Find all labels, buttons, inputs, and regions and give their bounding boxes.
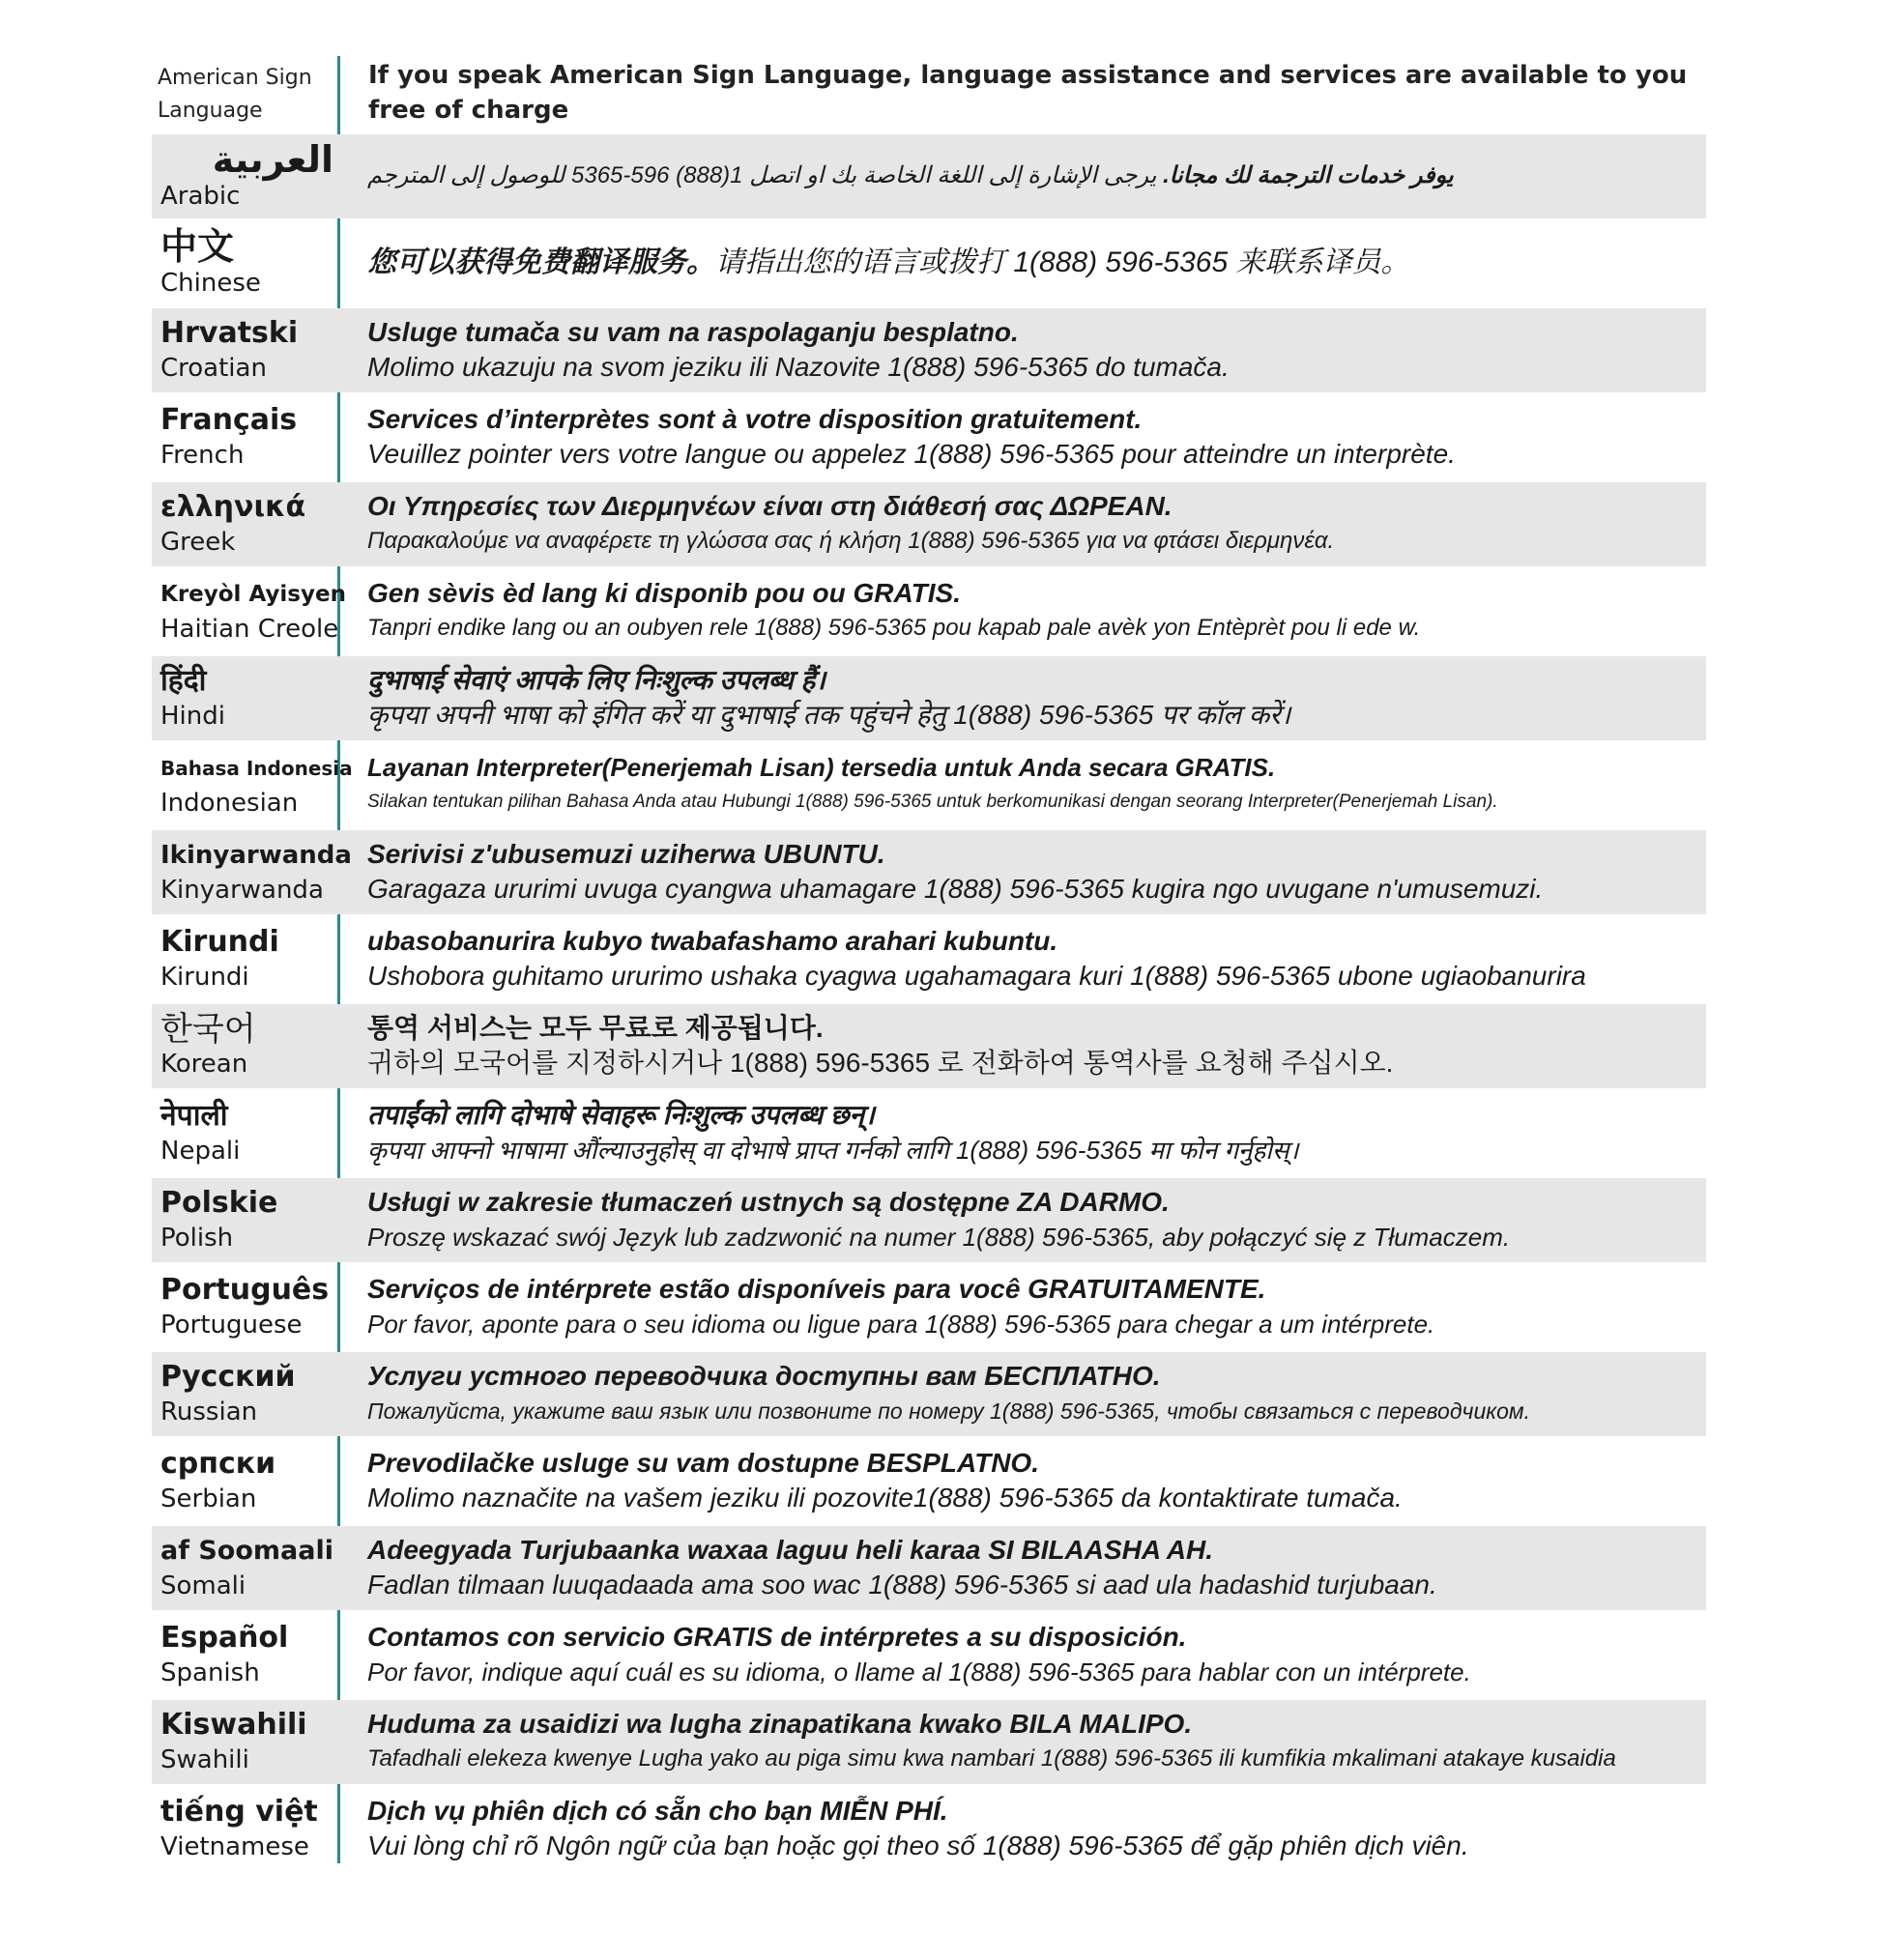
message-cell (337, 1439, 1706, 1524)
message-cell (337, 221, 1706, 306)
message-line-1: Huduma za usaidizi wa lugha zinapatikana kwako BILA MALIPO. (367, 1709, 1193, 1740)
table-row (152, 1700, 1706, 1785)
table-row (152, 1004, 1706, 1089)
table-row (152, 1352, 1706, 1437)
native-language-name: Español (160, 1621, 289, 1656)
message-line-1: يوفر خدمات الترجمة لك مجانا. (1163, 162, 1454, 189)
english-language-name: Indonesian (160, 789, 299, 819)
message-cell (337, 134, 1706, 219)
message-line-2: 귀하의 모국어를 지정하시거나 1(888) 596-5365 로 전화하여 통역사를 요청해 주십시오. (367, 1048, 1394, 1079)
message-line-2: कृपया आफ्नो भाषामा औंल्याउनुहोस् वा दोभाषे प्राप्त गर्नको लागि 1(888) 596-5365 मा फोन गर्नुहोस्। (367, 1136, 1299, 1166)
table-row (152, 221, 1706, 306)
language-cell (152, 308, 337, 393)
message-line-1: ubasobanurira kubyo twabafashamo arahari kubuntu. (367, 926, 1058, 957)
english-language-name: Swahili (160, 1745, 249, 1775)
table-row (152, 656, 1706, 741)
message-line-1: Contamos con servicio GRATIS de intérpretes a su disposición. (367, 1622, 1187, 1653)
native-language-name: नेपाली (160, 1099, 228, 1134)
language-cell (152, 395, 337, 480)
language-cell (152, 1004, 337, 1089)
language-cell (152, 221, 337, 306)
message-line-2: कृपया अपनी भाषा को इंगित करें या दुभाषाई तक पहुंचने हेतु 1(888) 596-5365 पर कॉल करें। (367, 700, 1291, 731)
message-line-1: Gen sèvis èd lang ki disponib pou ou GRATIS. (367, 578, 961, 609)
message-line-2: Proszę wskazać swój Język lub zadzwonić na numer 1(888) 596-5365, aby połączyć się z Tłumaczem. (367, 1223, 1511, 1253)
message-line-1: 통역 서비스는 모두 무료로 제공됩니다. (367, 1013, 824, 1044)
message-line-2: Vui lòng chỉ rõ Ngôn ngữ của bạn hoặc gọi theo số 1(888) 596-5365 để gặp phiên dịch viên. (367, 1830, 1469, 1861)
table-row (152, 395, 1706, 480)
message-line-1: Οι Υπηρεσίες των Διερμηνέων είναι στη διάθεσή σας ΔΩΡΕΑΝ. (367, 491, 1173, 522)
message-line-1: Serivisi z'ubusemuzi uziherwa UBUNTU. (367, 839, 885, 870)
message-line-2: Silakan tentukan pilihan Bahasa Anda atau Hubungi 1(888) 596-5365 untuk berkomunikasi dengan seorang Interpreter(Penerjemah Lisan). (367, 792, 1498, 813)
table-row (152, 569, 1706, 654)
language-cell (152, 1091, 337, 1176)
language-cell (152, 482, 337, 567)
english-language-name: Russian (160, 1398, 258, 1427)
table-row (152, 743, 1706, 828)
language-cell (152, 569, 346, 654)
message-cell (337, 569, 1706, 654)
message-line-2: Fadlan tilmaan luuqadaada ama soo wac 1(888) 596-5365 si aad ula hadashid turjubaan. (367, 1570, 1437, 1600)
header-row (152, 56, 1706, 131)
native-language-name: Bahasa Indonesia (160, 757, 353, 781)
header-language: American Sign Language (158, 66, 312, 123)
message-line-2: Παρακαλούμε να αναφέρετε τη γλώσσα σας ή κλήση 1(888) 596-5365 για να φτάσει διερμηνέα. (367, 528, 1335, 555)
message-line-2: Molimo ukazuju na svom jeziku ili Nazovite 1(888) 596-5365 do tumača. (367, 352, 1230, 383)
english-language-name: Kinyarwanda (160, 876, 324, 906)
english-language-name: Arabic (160, 182, 241, 212)
language-cell (152, 1613, 337, 1698)
english-language-name: Kirundi (160, 963, 249, 993)
table-row (152, 1439, 1706, 1524)
native-language-name: tiếng việt (160, 1795, 318, 1830)
language-cell (152, 917, 337, 1002)
message-cell (337, 1091, 1706, 1176)
native-language-name: 中文 (160, 225, 235, 269)
english-language-name: Polish (160, 1224, 234, 1254)
english-language-name: Hindi (160, 702, 225, 732)
native-language-name: Polskie (160, 1186, 278, 1221)
language-cell (152, 1787, 337, 1872)
message-cell (337, 1787, 1706, 1872)
message-line-2: Ushobora guhitamo ururimo ushaka cyagwa ugahamagara kuri 1(888) 596-5365 ubone ugiaobanurira (367, 961, 1586, 992)
message-line-2: Garagaza ururimi uvuga cyangwa uhamagare 1(888) 596-5365 kugira ngo uvugane n'umusemuzi. (367, 874, 1544, 905)
english-language-name: Vietnamese (160, 1832, 309, 1862)
message-cell (337, 830, 1706, 915)
message-line-1: Serviços de intérprete estão disponíveis para você GRATUITAMENTE. (367, 1274, 1266, 1305)
language-cell (152, 656, 337, 741)
message-line (367, 244, 1706, 282)
native-language-name: ελληνικά (160, 490, 306, 525)
message-line-2: يرجى الإشارة إلى اللغة الخاصة بك او اتصل 1(888) 596-5365 للوصول إلى المترجم (367, 162, 1157, 189)
language-cell (152, 134, 337, 219)
native-language-name: 한국어 (160, 1010, 256, 1050)
english-language-name: Chinese (160, 269, 261, 299)
english-language-name: French (160, 441, 245, 471)
native-language-name: Hrvatski (160, 316, 299, 351)
message-line-1: Services d’interprètes sont à votre disposition gratuitement. (367, 404, 1143, 435)
message-line-1: दुभाषाई सेवाएं आपके लिए निःशुल्क उपलब्ध हैं। (367, 665, 825, 696)
table-row (152, 482, 1706, 567)
english-language-name: Haitian Creole (160, 615, 339, 645)
message-cell (337, 395, 1706, 480)
native-language-name: Русский (160, 1360, 296, 1395)
message-cell (337, 1352, 1706, 1437)
message-cell (337, 1613, 1706, 1698)
header-message: If you speak American Sign Language, language assistance and services are available to you free of charge (368, 61, 1688, 125)
message-line-1: तपाईंको लागि दोभाषे सेवाहरू निःशुल्क उपलब्ध छन्। (367, 1100, 875, 1131)
message-line-1: Usługi w zakresie tłumaczeń ustnych są dostępne ZA DARMO. (367, 1187, 1170, 1218)
table-row (152, 830, 1706, 915)
english-language-name: Somali (160, 1571, 246, 1601)
native-language-name: Kiswahili (160, 1708, 307, 1743)
message-line (367, 157, 1706, 195)
english-language-name: Nepali (160, 1137, 241, 1167)
language-cell (152, 1265, 337, 1350)
native-language-name: Português (160, 1273, 330, 1308)
message-cell (337, 656, 1706, 741)
english-language-name: Croatian (160, 354, 267, 384)
message-line-2: Tanpri endike lang ou an oubyen rele 1(888) 596-5365 pou kapab pale avèk yon Entèprèt pou li ede w. (367, 615, 1421, 642)
message-cell (337, 917, 1706, 1002)
table-row (152, 1178, 1706, 1263)
message-line-2: Por favor, aponte para o seu idioma ou ligue para 1(888) 596-5365 para chegar a um intérprete. (367, 1310, 1435, 1340)
language-cell (152, 1352, 337, 1437)
table-row (152, 1787, 1706, 1872)
message-cell (337, 1700, 1706, 1785)
message-cell (337, 743, 1706, 828)
table-row (152, 1091, 1706, 1176)
message-cell (337, 1004, 1706, 1089)
language-cell (152, 1700, 337, 1785)
message-cell (337, 1178, 1706, 1263)
native-language-name: العربية (212, 138, 333, 182)
native-language-name: Kreyòl Ayisyen (160, 582, 346, 608)
table-row (152, 134, 1706, 219)
english-language-name: Korean (160, 1050, 248, 1080)
native-language-name: српски (160, 1447, 276, 1482)
table-row (152, 1265, 1706, 1350)
english-language-name: Serbian (160, 1484, 257, 1514)
message-line-2: Molimo naznačite na vašem jeziku ili pozovite1(888) 596-5365 da kontaktirate tumača. (367, 1483, 1403, 1513)
message-line-2: Por favor, indique aquí cuál es su idioma, o llame al 1(888) 596-5365 para hablar con un intérprete. (367, 1657, 1471, 1687)
language-cell (152, 1178, 337, 1263)
message-line-2: Veuillez pointer vers votre langue ou appelez 1(888) 596-5365 pour atteindre un interprète. (367, 439, 1456, 470)
table-row (152, 308, 1706, 393)
message-line-1: Adeegyada Turjubaanka waxaa laguu heli karaa SI BILAASHA AH. (367, 1535, 1214, 1566)
language-cell (152, 743, 353, 828)
message-line-2: 请指出您的语言或拨打 1(888) 596-5365 来联系译员。 (715, 246, 1410, 279)
native-language-name: Français (160, 403, 298, 438)
message-line-1: Dịch vụ phiên dịch có sẵn cho bạn MIỄN PHÍ. (367, 1796, 948, 1827)
message-line-1: Layanan Interpreter(Penerjemah Lisan) tersedia untuk Anda secara GRATIS. (367, 753, 1276, 783)
message-cell (337, 308, 1706, 393)
language-cell (152, 1526, 337, 1611)
message-cell (337, 482, 1706, 567)
language-assistance-table (152, 56, 1706, 1871)
message-line-1: Usluge tumača su vam na raspolaganju besplatno. (367, 317, 1019, 348)
english-language-name: Greek (160, 528, 236, 558)
native-language-name: हिंदी (160, 664, 207, 699)
message-cell (337, 1265, 1706, 1350)
native-language-name: af Soomaali (160, 1536, 333, 1567)
language-cell (152, 830, 352, 915)
message-line-2: Tafadhali elekeza kwenye Lugha yako au piga simu kwa nambari 1(888) 596-5365 ili kumfikia mkalimani atakaye kusaidia (367, 1745, 1616, 1773)
message-line-1: Услуги устного переводчика доступны вам БЕСПЛАТНО. (367, 1361, 1161, 1392)
message-line-2: Пожалуйста, укажите ваш язык или позвоните по номеру 1(888) 596-5365, чтобы связаться с переводчиком. (367, 1398, 1531, 1425)
language-cell (152, 1439, 337, 1524)
native-language-name: Kirundi (160, 925, 279, 960)
table-row (152, 1613, 1706, 1698)
english-language-name: Spanish (160, 1658, 260, 1688)
message-line-1: Prevodilačke usluge su vam dostupne BESPLATNO. (367, 1448, 1039, 1479)
table-row (152, 1526, 1706, 1611)
english-language-name: Portuguese (160, 1311, 303, 1340)
message-line-1: 您可以获得免费翻译服务。 (367, 246, 715, 279)
native-language-name: Ikinyarwanda (160, 841, 352, 871)
message-cell (337, 1526, 1706, 1611)
table-row (152, 917, 1706, 1002)
